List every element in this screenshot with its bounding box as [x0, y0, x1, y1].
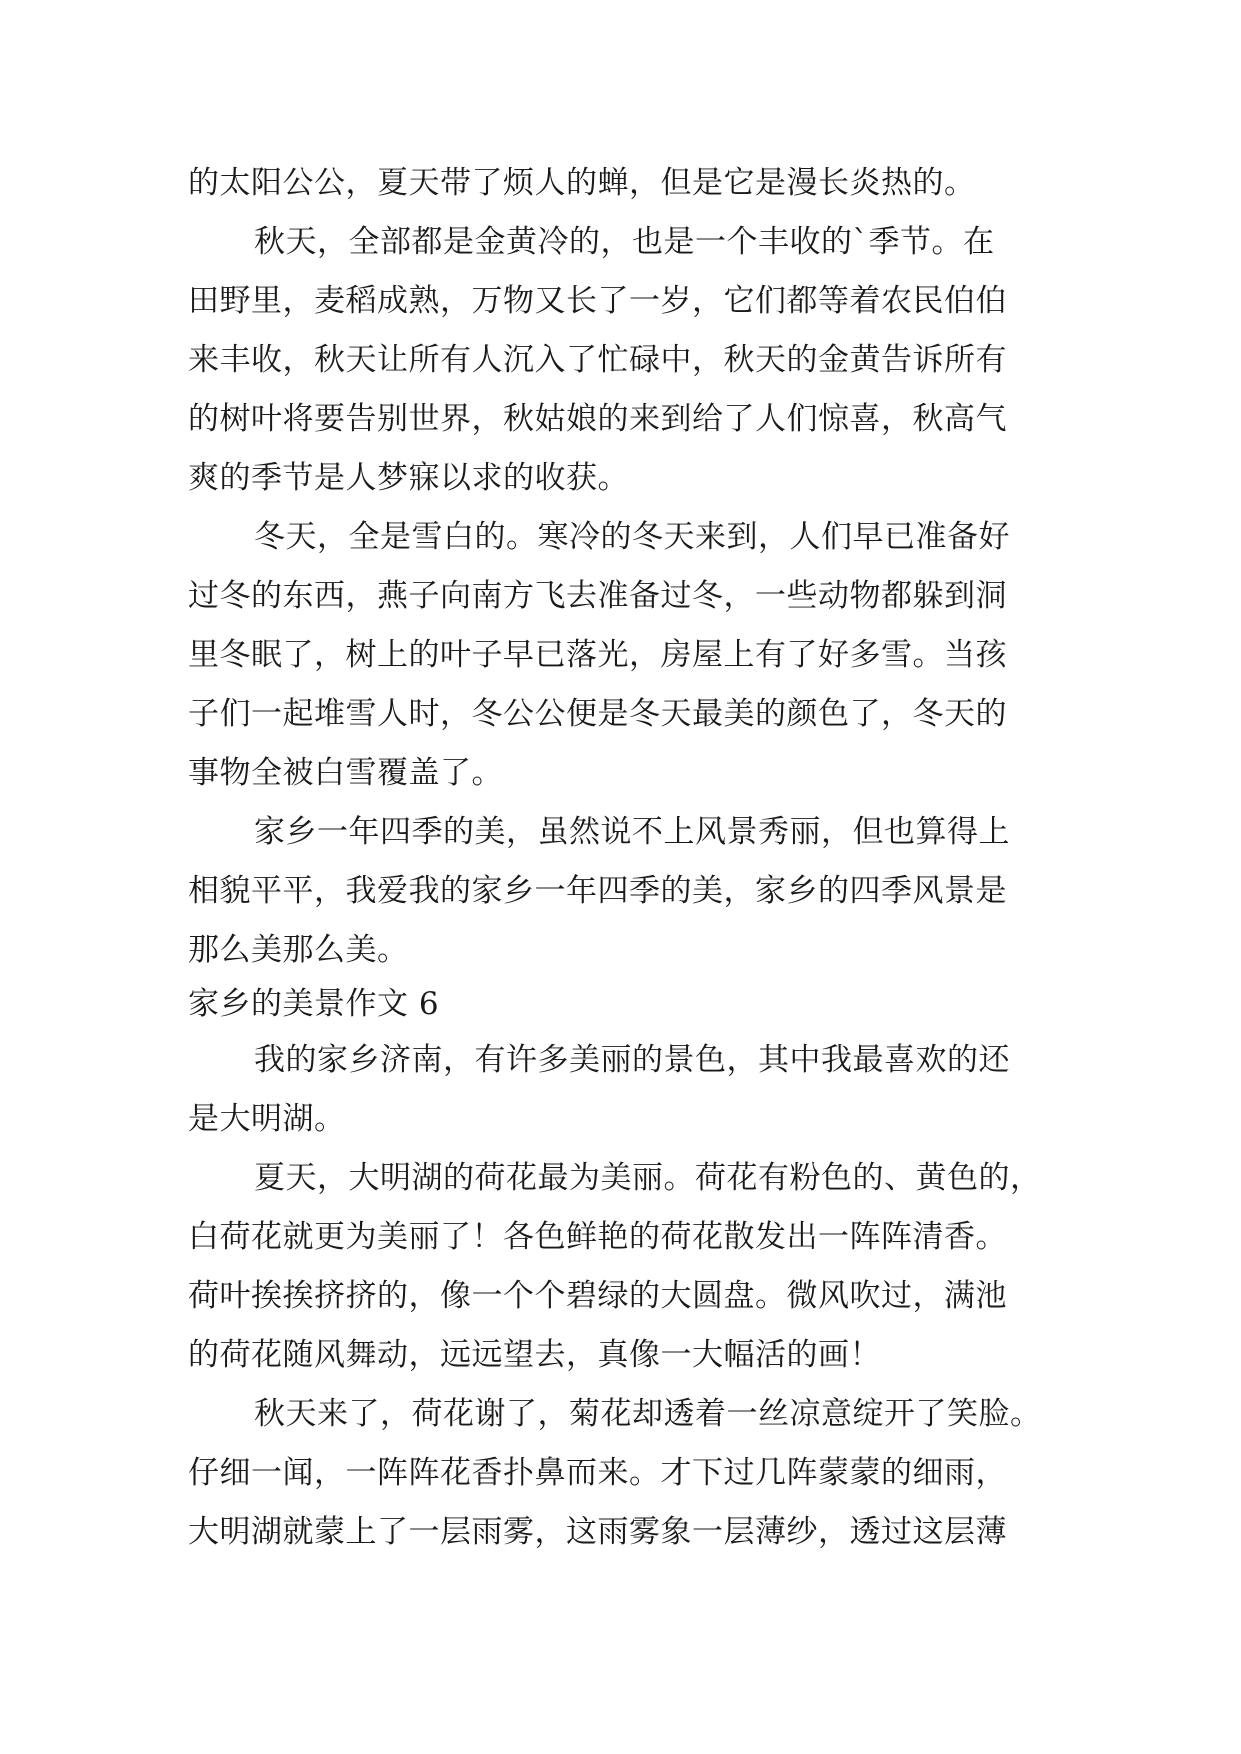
paragraph-start-line: 我的家乡济南，有许多美丽的景色，其中我最喜欢的还	[254, 1042, 1010, 1078]
text-line: 田野里，麦稻成熟，万物又长了一岁，它们都等着农民伯伯	[188, 283, 1007, 319]
text-line: 是大明湖。	[188, 1101, 346, 1137]
text-line: 事物全被白雪覆盖了。	[188, 755, 503, 791]
paragraph-start-line: 秋天来了，荷花谢了，菊花却透着一丝凉意绽开了笑脸。	[254, 1396, 1042, 1432]
text-line: 子们一起堆雪人时，冬公公便是冬天最美的颜色了，冬天的	[188, 696, 1007, 732]
text-line: 相貌平平，我爱我的家乡一年四季的美，家乡的四季风景是	[188, 873, 1007, 909]
text-line: 的太阳公公，夏天带了烦人的蝉，但是它是漫长炎热的。	[188, 165, 976, 201]
text-line: 白荷花就更为美丽了！各色鲜艳的荷花散发出一阵阵清香。	[188, 1219, 1007, 1255]
text-line: 过冬的东西，燕子向南方飞去准备过冬，一些动物都躲到洞	[188, 578, 1007, 614]
text-line: 里冬眠了，树上的叶子早已落光，房屋上有了好多雪。当孩	[188, 637, 1007, 673]
paragraph-start-line: 家乡一年四季的美，虽然说不上风景秀丽，但也算得上	[254, 814, 1010, 850]
text-line: 的荷花随风舞动，远远望去，真像一大幅活的画！	[188, 1337, 881, 1373]
text-line: 仔细一闻，一阵阵花香扑鼻而来。才下过几阵蒙蒙的细雨，	[188, 1455, 1007, 1491]
section-heading: 家乡的美景作文 6	[188, 986, 440, 1022]
text-line: 爽的季节是人梦寐以求的收获。	[188, 460, 629, 496]
text-line: 的树叶将要告别世界，秋姑娘的来到给了人们惊喜，秋高气	[188, 401, 1007, 437]
text-line: 那么美那么美。	[188, 932, 409, 968]
text-line: 荷叶挨挨挤挤的，像一个个碧绿的大圆盘。微风吹过，满池	[188, 1278, 1007, 1314]
paragraph-start-line: 秋天，全部都是金黄冷的，也是一个丰收的`季节。在	[254, 224, 995, 260]
text-line: 来丰收，秋天让所有人沉入了忙碌中，秋天的金黄告诉所有	[188, 342, 1007, 378]
paragraph-start-line: 冬天，全是雪白的。寒冷的冬天来到，人们早已准备好	[254, 519, 1010, 555]
paragraph-start-line: 夏天，大明湖的荷花最为美丽。荷花有粉色的、黄色的，	[254, 1160, 1042, 1196]
text-line: 大明湖就蒙上了一层雨雾，这雨雾象一层薄纱，透过这层薄	[188, 1514, 1007, 1550]
